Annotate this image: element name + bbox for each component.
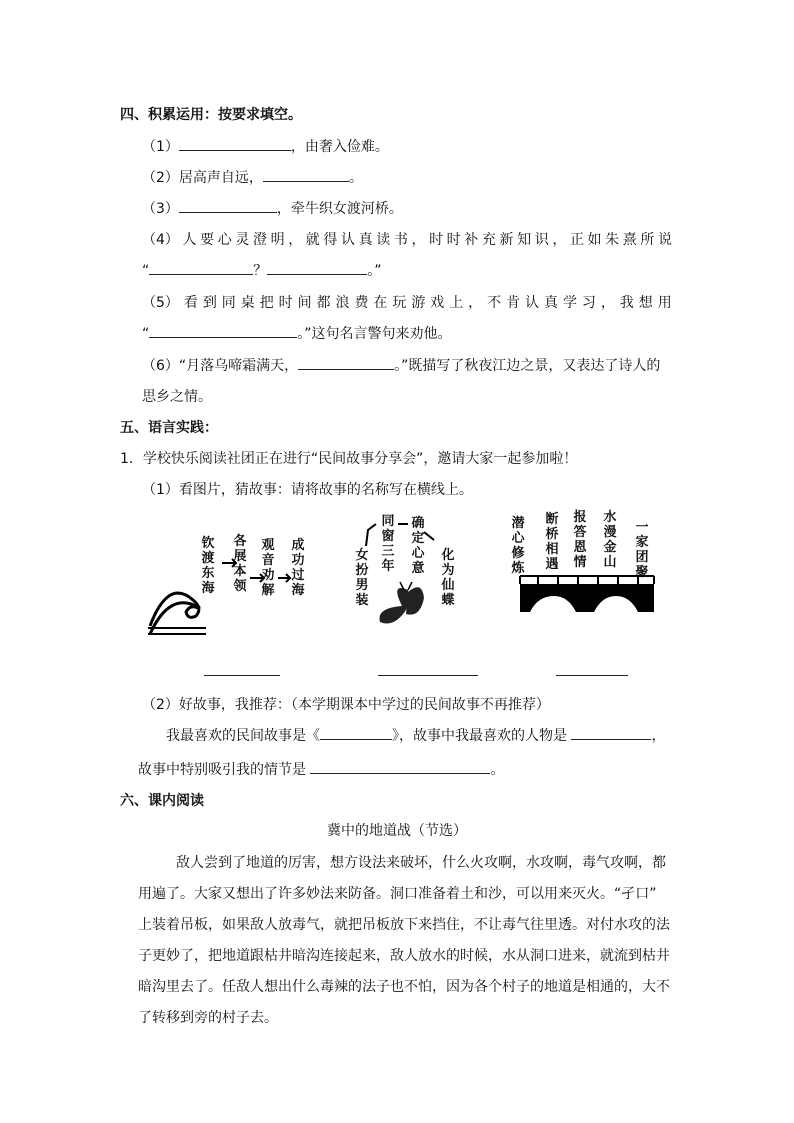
q5-char: 时 bbox=[278, 295, 293, 311]
passage-title bbox=[0, 820, 794, 840]
q2-text: 居高声自远， bbox=[178, 170, 263, 186]
q5-char: 我 bbox=[619, 295, 634, 311]
q5-char: （5） bbox=[142, 295, 179, 311]
bridge-icon bbox=[508, 506, 678, 626]
passage-line: 了转移到旁的村子去。 bbox=[138, 1010, 278, 1026]
q4-char: 如 bbox=[587, 232, 602, 248]
q6-blank[interactable] bbox=[298, 355, 394, 370]
q2-end: 。 bbox=[348, 170, 363, 186]
q4-blank-1[interactable] bbox=[149, 260, 253, 275]
q4-char: 明 bbox=[270, 232, 285, 248]
fav-period: 。 bbox=[490, 762, 505, 778]
fav-plot-blank[interactable] bbox=[310, 759, 490, 774]
q2-line bbox=[142, 167, 363, 187]
q5-blank[interactable] bbox=[149, 323, 297, 338]
q4-char: 补 bbox=[464, 232, 479, 248]
q5-char: 真 bbox=[543, 295, 558, 311]
q6-start: （6）“月落乌啼霜满天， bbox=[142, 358, 299, 374]
q4-char: ， bbox=[288, 232, 303, 248]
q4-char: 所 bbox=[640, 232, 655, 248]
pic2-caption-3: 确定心意 bbox=[411, 516, 425, 576]
q4-blank-2[interactable] bbox=[267, 260, 367, 275]
q4-char: 朱 bbox=[605, 232, 620, 248]
q4-char: 书 bbox=[393, 232, 408, 248]
q5-char: 都 bbox=[316, 295, 331, 311]
q5-line1 bbox=[142, 292, 672, 312]
q4-char: （4） bbox=[142, 232, 179, 248]
q6-line2: 思乡之情。 bbox=[142, 389, 212, 405]
q4-char: ， bbox=[552, 232, 567, 248]
pic3-caption-3: 报答恩情 bbox=[573, 510, 587, 570]
fav-story-blank[interactable] bbox=[320, 725, 392, 740]
q4-question-mark: ？ bbox=[253, 263, 268, 279]
q5-char: 间 bbox=[297, 295, 312, 311]
q4-line2 bbox=[142, 260, 382, 280]
q4-char: 时 bbox=[446, 232, 461, 248]
pic3-caption-1: 潜心修炼 bbox=[511, 516, 525, 576]
q5-char: 想 bbox=[638, 295, 653, 311]
q1-blank[interactable] bbox=[179, 136, 291, 151]
q6-line1 bbox=[142, 355, 660, 375]
fav-character-label: 》，故事中我最喜欢的人物是 bbox=[392, 728, 567, 744]
q3-number: （3） bbox=[142, 201, 179, 217]
section4-heading: 四、积累运用：按要求填空。 bbox=[120, 107, 302, 123]
q3-text: ，牵牛织女渡河桥。 bbox=[276, 201, 403, 217]
sub2-text: （2）好故事，我推荐：（本学期课本中学过的民间故事不再推荐） bbox=[142, 697, 550, 713]
q4-open-quote: “ bbox=[142, 263, 150, 279]
section6-heading: 六、课内阅读 bbox=[120, 793, 204, 809]
q5-char: 把 bbox=[259, 295, 274, 311]
pic3-caption-2: 断桥相遇 bbox=[545, 512, 559, 572]
q5-char: 看 bbox=[183, 295, 198, 311]
q5-char: 学 bbox=[562, 295, 577, 311]
q3-line bbox=[142, 198, 403, 218]
q4-char: 新 bbox=[499, 232, 514, 248]
q2-blank[interactable] bbox=[263, 167, 349, 182]
pic2-answer-line[interactable] bbox=[378, 675, 478, 676]
q5-char: 费 bbox=[354, 295, 369, 311]
q4-char: 澄 bbox=[252, 232, 267, 248]
q5-char: 上 bbox=[449, 295, 464, 311]
q5-open-quote: “ bbox=[142, 326, 150, 342]
q5-char: 戏 bbox=[430, 295, 445, 311]
pic3-caption-4: 水漫金山 bbox=[603, 510, 617, 570]
pic1-caption-2: 各展本领 bbox=[233, 534, 247, 594]
q5-char: 在 bbox=[373, 295, 388, 311]
q4-char: ， bbox=[411, 232, 426, 248]
q4-char: 人 bbox=[182, 232, 197, 248]
passage-line: 用遍了。大家又想出了许多妙法来防备。洞口准备着土和沙，可以用来灭火。“孑口” bbox=[138, 886, 657, 902]
pic3-caption-5: 一家团聚 bbox=[635, 520, 649, 580]
picture-1 bbox=[148, 508, 318, 638]
q5-char: ， bbox=[600, 295, 615, 311]
q4-char: 真 bbox=[358, 232, 373, 248]
q4-char: 心 bbox=[217, 232, 232, 248]
q5-char: 桌 bbox=[240, 295, 255, 311]
picture-2 bbox=[350, 510, 460, 640]
q4-char: 灵 bbox=[235, 232, 250, 248]
pic1-caption-4: 成功过海 bbox=[291, 538, 305, 598]
q4-char: 得 bbox=[323, 232, 338, 248]
fav-story-label: 我最喜欢的民间故事是《 bbox=[166, 728, 320, 744]
q5-char: 肯 bbox=[506, 295, 521, 311]
q4-char: 说 bbox=[657, 232, 672, 248]
pic2-caption-1: 女扮男装 bbox=[355, 548, 369, 608]
picture-3 bbox=[508, 506, 678, 626]
passage-line: 敌人尝到了地道的厉害，想方设法来破坏，什么火攻啊，水攻啊，毒气攻啊，都 bbox=[176, 855, 666, 871]
pic1-caption-1: 钦渡东海 bbox=[201, 536, 215, 596]
passage-line: 暗沟里去了。任敌人想出什么毒辣的法子也不怕，因为各个村子的地道是相通的，大不 bbox=[138, 979, 670, 995]
fav-line2 bbox=[138, 759, 504, 779]
q5-char: 玩 bbox=[392, 295, 407, 311]
q1-text: ，由奢入俭难。 bbox=[290, 139, 389, 155]
q5-char: 用 bbox=[657, 295, 672, 311]
pic2-caption-4: 化为仙蝶 bbox=[441, 548, 455, 608]
passage-line: 上装着吊板，如果敌人放毒气，就把吊板放下来挡住，不让毒气往里透。对付水攻的法 bbox=[138, 917, 670, 933]
q2-number: （2） bbox=[142, 170, 179, 186]
q5-char: 同 bbox=[221, 295, 236, 311]
section5-heading: 五、语言实践： bbox=[120, 420, 218, 436]
q5-char: 到 bbox=[202, 295, 217, 311]
pic1-caption-3: 观音劝解 bbox=[261, 538, 275, 598]
pic2-caption-2: 同窗三年 bbox=[381, 514, 395, 574]
q5-char: ， bbox=[468, 295, 483, 311]
q4-char: 充 bbox=[481, 232, 496, 248]
pic3-answer-line[interactable] bbox=[556, 675, 628, 676]
q5-char: 游 bbox=[411, 295, 426, 311]
pic1-answer-line[interactable] bbox=[204, 675, 280, 676]
q4-char: 要 bbox=[200, 232, 215, 248]
q1-number: （1） bbox=[142, 139, 179, 155]
fav-line1 bbox=[166, 725, 665, 745]
sub1-text: （1）看图片，猜故事：请将故事的名称写在横线上。 bbox=[142, 482, 473, 498]
q4-char: 认 bbox=[341, 232, 356, 248]
q4-char: 知 bbox=[517, 232, 532, 248]
q5-char: 认 bbox=[525, 295, 540, 311]
q5-line2 bbox=[142, 323, 452, 343]
fav-character-blank[interactable] bbox=[571, 725, 651, 740]
q4-char: 时 bbox=[429, 232, 444, 248]
q3-blank[interactable] bbox=[179, 198, 277, 213]
q4-line1 bbox=[142, 229, 672, 249]
q6-end: 。”既描写了秋夜江边之景，又表达了诗人的 bbox=[394, 358, 661, 374]
q4-char: 读 bbox=[376, 232, 391, 248]
fav-comma: ， bbox=[651, 728, 666, 744]
q4-char: 正 bbox=[569, 232, 584, 248]
q5-char: 浪 bbox=[335, 295, 350, 311]
q5-char: 习 bbox=[581, 295, 596, 311]
passage-title-text: 冀中的地道战（节选） bbox=[327, 823, 467, 839]
q5-close-text: 。”这句名言警句来劝他。 bbox=[297, 326, 452, 342]
q5-char: 不 bbox=[487, 295, 502, 311]
fav-plot-label: 故事中特别吸引我的情节是 bbox=[138, 762, 306, 778]
q4-char: 熹 bbox=[622, 232, 637, 248]
q4-char: 识 bbox=[534, 232, 549, 248]
q4-close-quote: 。” bbox=[367, 263, 382, 279]
item1-text: 1．学校快乐阅读社团正在进行“民间故事分享会”，邀请大家一起参加啦！ bbox=[120, 451, 578, 467]
q4-char: 就 bbox=[305, 232, 320, 248]
passage-line: 子更妙了，把地道跟枯井暗沟连接起来，敌人放水的时候，水从洞口进来，就流到枯井 bbox=[138, 948, 670, 964]
q1-line bbox=[142, 136, 389, 156]
